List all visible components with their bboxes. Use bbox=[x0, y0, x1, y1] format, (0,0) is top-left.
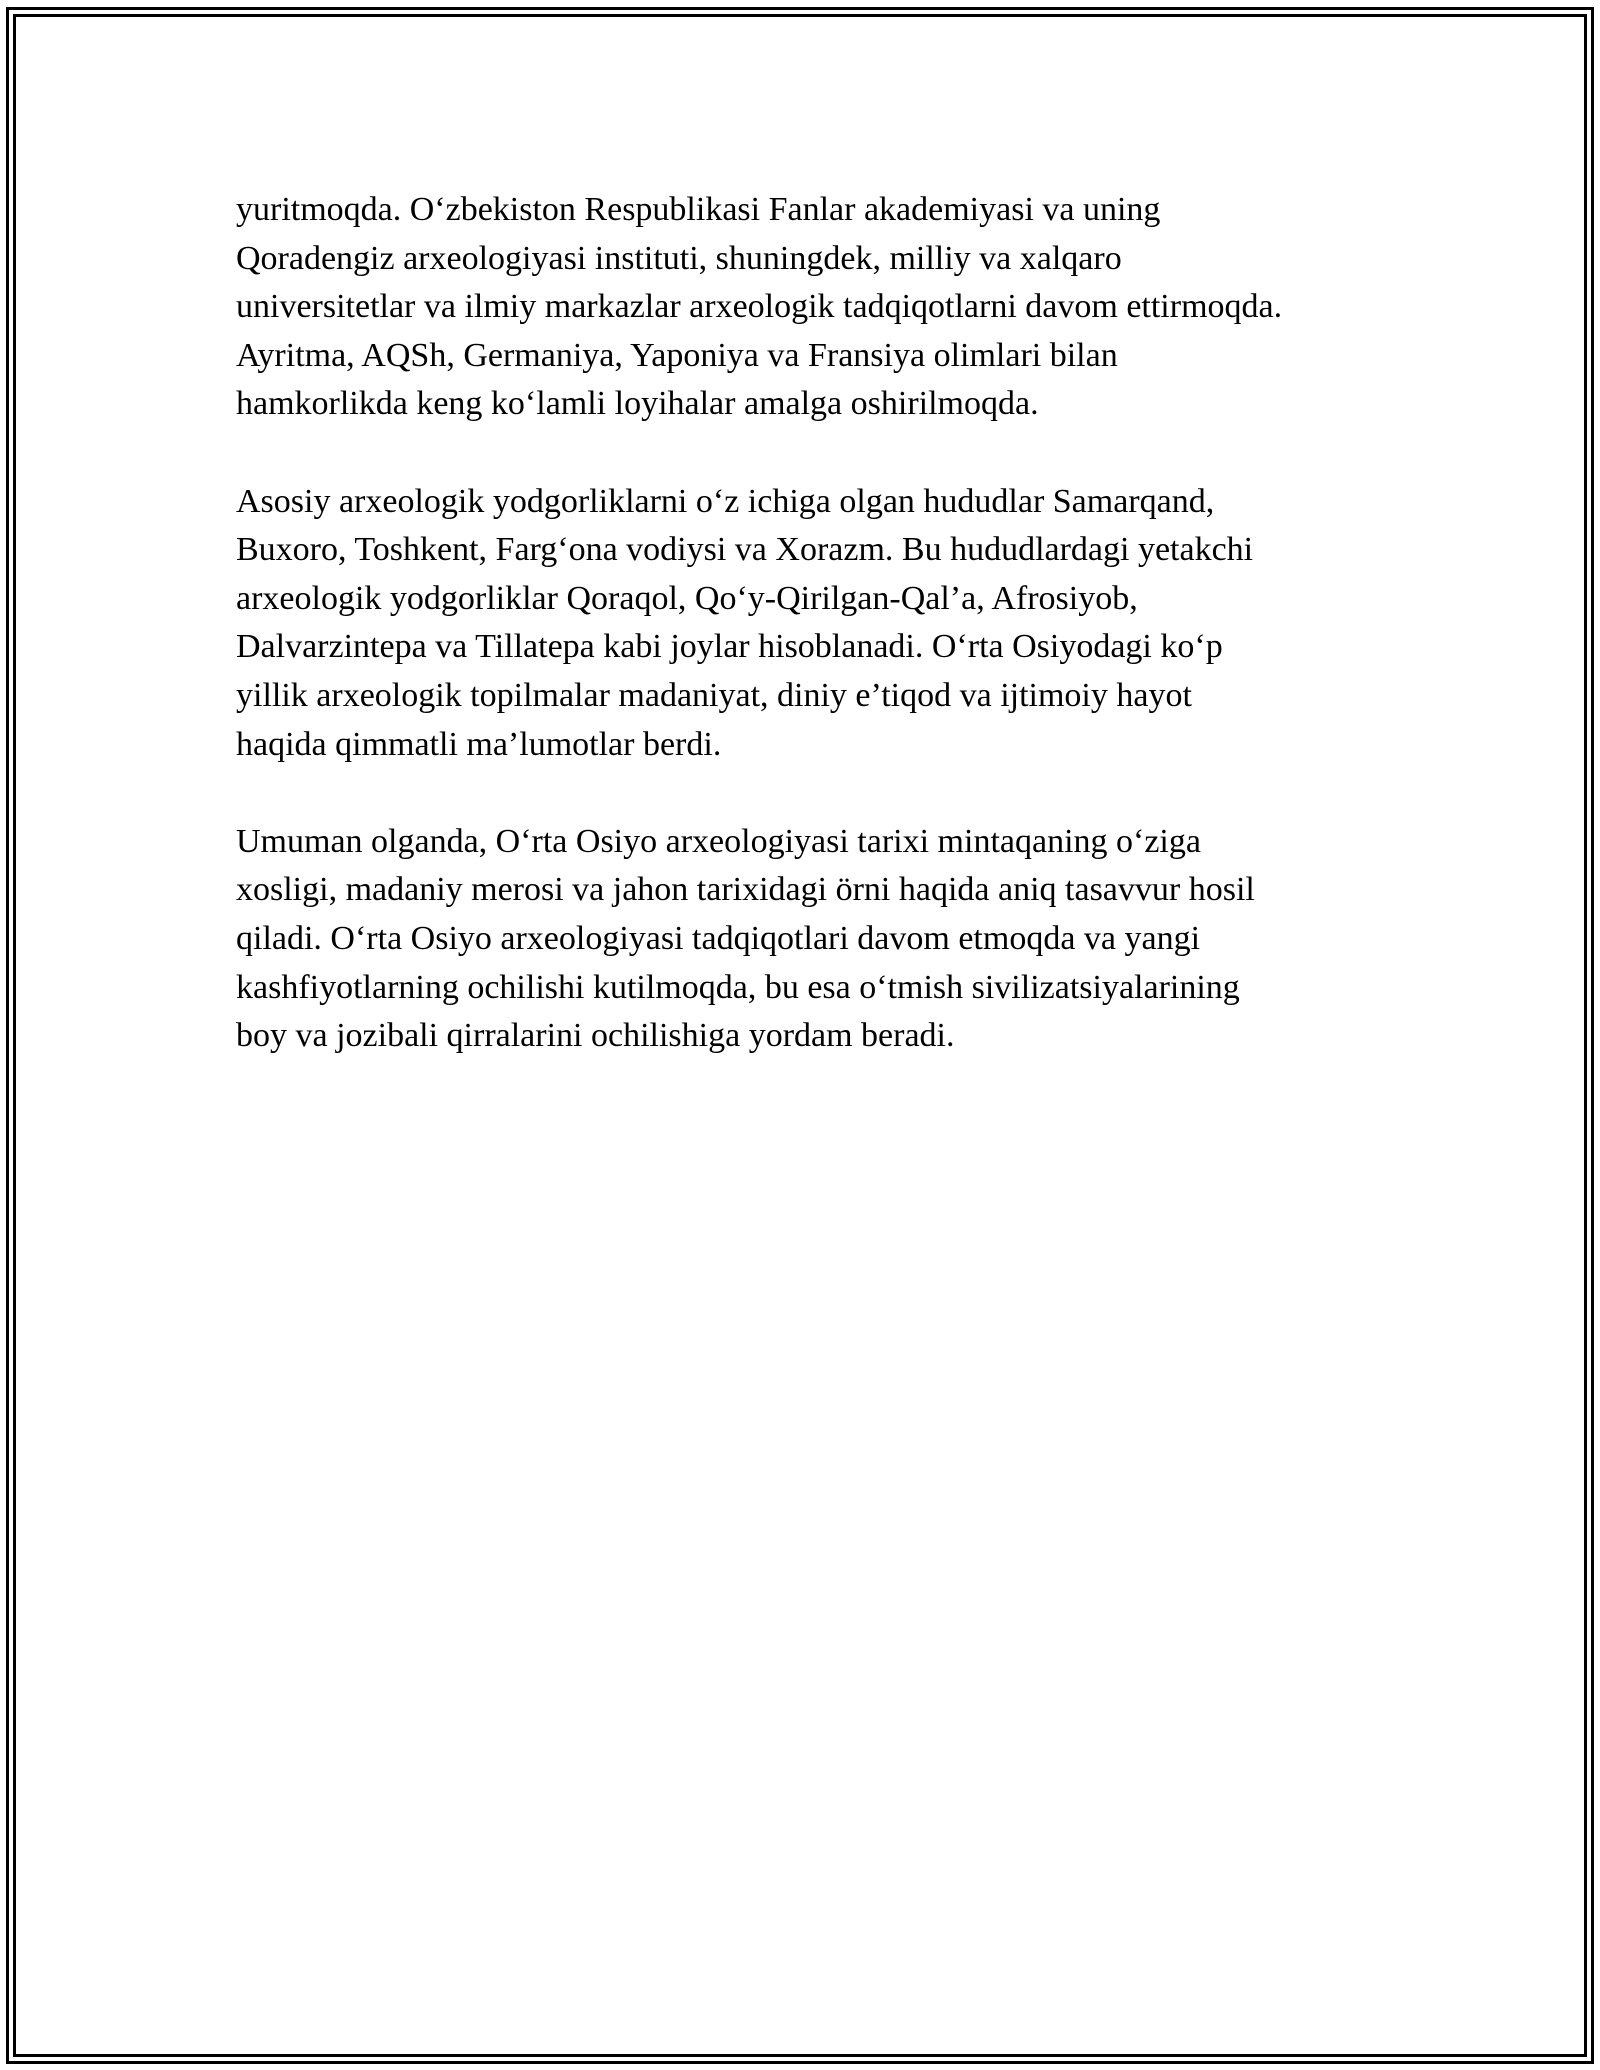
paragraph-2 bbox=[236, 478, 1416, 770]
text-line: arxeologik yodgorliklar Qoraqol, Qo‘y-Qirilgan-Qal’a, Afrosiyob, bbox=[236, 579, 1138, 617]
text-line: Ayritma, AQSh, Germaniya, Yaponiya va Fransiya olimlari bilan bbox=[236, 336, 1118, 374]
text-line: yillik arxeologik topilmalar madaniyat, diniy e’tiqod va ijtimoiy hayot bbox=[236, 676, 1192, 714]
text-line: boy va jozibali qirralarini ochilishiga yordam beradi. bbox=[236, 1017, 955, 1055]
text-line: qiladi. O‘rta Osiyo arxeologiyasi tadqiqotlari davom etmoqda va yangi bbox=[236, 919, 1201, 957]
text-line: Buxoro, Toshkent, Farg‘ona vodiysi va Xorazm. Bu hududlardagi yetakchi bbox=[236, 531, 1254, 569]
text-line: xosligi, madaniy merosi va jahon tarixidagi örni haqida aniq tasavvur hosil bbox=[236, 871, 1255, 909]
paragraph-3 bbox=[236, 818, 1416, 1061]
text-line: kashfiyotlarning ochilishi kutilmoqda, bu esa o‘tmish sivilizatsiyalarining bbox=[236, 968, 1240, 1006]
text-line: haqida qimmatli ma’lumotlar berdi. bbox=[236, 725, 722, 763]
document-body bbox=[236, 186, 1416, 1109]
text-line: Dalvarzintepa va Tillatepa kabi joylar hisoblanadi. O‘rta Osiyodagi ko‘p bbox=[236, 628, 1223, 666]
text-line: universitetlar va ilmiy markazlar arxeologik tadqiqotlarni davom ettirmoqda. bbox=[236, 288, 1283, 326]
text-line: hamkorlikda keng ko‘lamli loyihalar amalga oshirilmoqda. bbox=[236, 385, 1039, 423]
text-line: Umuman olganda, O‘rta Osiyo arxeologiyasi tarixi mintaqaning o‘ziga bbox=[236, 822, 1201, 860]
paragraph-1 bbox=[236, 186, 1416, 429]
text-line: yuritmoqda. O‘zbekiston Respublikasi Fanlar akademiyasi va uning bbox=[236, 191, 1161, 228]
text-line: Qoradengiz arxeologiyasi instituti, shuningdek, milliy va xalqaro bbox=[236, 239, 1122, 277]
text-line: Asosiy arxeologik yodgorliklarni o‘z ichiga olgan hududlar Samarqand, bbox=[236, 482, 1215, 520]
